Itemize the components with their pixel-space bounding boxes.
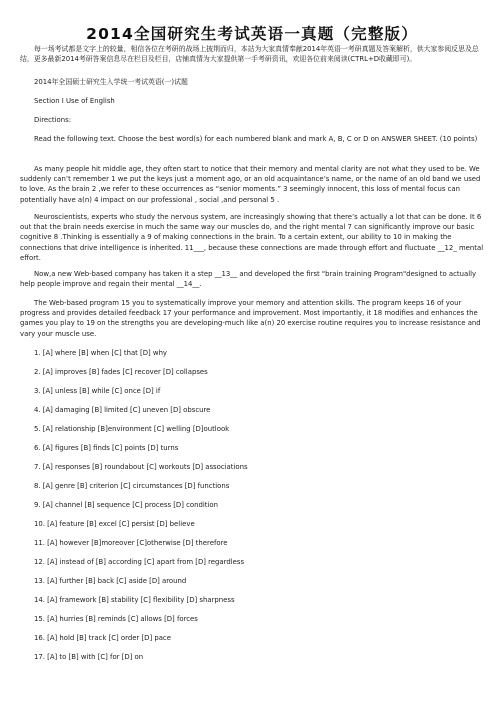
directions-paragraph xyxy=(20,134,486,144)
passage-paragraph xyxy=(20,269,486,289)
option-line-14: 14. [A] framework [B] stability [C] flexibility [D] sharpness xyxy=(34,596,235,604)
passage-text: The Web-based program 15 you to systematically improve your memory and attention skills. The program keeps 16 of your progress and provides detailed feedback 17 your performance and improvement. Most importantly, it 18 modifies and enhances the games you play to 19 on the strengths you are developing-much like a(n) 20 exercise routine requires you to increase resistance and vary your muscle use. xyxy=(20,299,481,338)
passage-paragraph xyxy=(20,298,486,339)
option-line-16: 16. [A] hold [B] track [C] order [D] pace xyxy=(34,634,171,642)
option-line-3: 3. [A] unless [B] while [C] once [D] if xyxy=(34,387,161,395)
option-line-5: 5. [A] relationship [B]environment [C] welling [D]outlook xyxy=(34,425,230,433)
option-line-2: 2. [A] improves [B] fades [C] recover [D] collapses xyxy=(34,368,208,376)
option-line-15: 15. [A] hurries [B] reminds [C] allows [D] forces xyxy=(34,615,198,623)
page-title: 2014全国研究生考试英语一真题（完整版） xyxy=(86,25,418,43)
exam-title xyxy=(20,77,486,87)
passage-text: As many people hit middle age, they often start to notice that their memory and mental clarity are not what they used to be. We suddenly can’t remember 1 we put the keys just a moment ago, or an old acquaintance’s name, or the name of an old band we used to love. As the brain 2 ,we refer to these occurrences as “senior moments.” 3 seemingly innocent, this loss of mental focus can potentially have a(n) 4 impact on our professional , social ,and personal 5 . xyxy=(20,165,481,204)
option-line-13: 13. [A] further [B] back [C] aside [D] around xyxy=(34,577,187,585)
option-line-8: 8. [A] genre [B] criterion [C] circumstances [D] functions xyxy=(34,482,230,490)
passage-paragraph xyxy=(20,164,486,205)
passage-text: Now,a new Web-based company has taken it a step __13__ and developed the first "brain training Program"designed to actually help people improve and regain their mental __14__. xyxy=(20,270,477,289)
exam-title-text: 2014年全国硕士研究生入学统一考试英语(一)试题 xyxy=(34,78,188,86)
directions-label-text: Directions: xyxy=(34,116,72,124)
passage-text: Neuroscientists, experts who study the nervous system, are increasingly showing that there’s actually a lot that can be done. It 6 out that the brain needs exercise in much the same way our muscles do, and the right mental 7 can significantly improve our basic cognitive 8 .Thinking is essentially a 9 of making connections in the brain. To a certain extent, our ability to 10 in making the connections that drive intelligence is inherited. 11___, because these connections are made through effort and fluctuate __12_ mental effort. xyxy=(20,213,484,262)
section-heading xyxy=(20,96,486,106)
directions-text: Read the following text. Choose the best word(s) for each numbered blank and mark A, B, C or D on ANSWER SHEET. (10 points) xyxy=(34,135,478,143)
option-line-9: 9. [A] channel [B] sequence [C] process [D] condition xyxy=(34,501,218,509)
option-line-10: 10. [A] feature [B] excel [C] persist [D] believe xyxy=(34,520,195,528)
option-line-11: 11. [A] however [B]moreover [C]otherwise [D] therefore xyxy=(34,539,228,547)
option-line-17: 17. [A] to [B] with [C] for [D] on xyxy=(34,653,144,661)
option-line-7: 7. [A] responses [B] roundabout [C] workouts [D] associations xyxy=(34,463,248,471)
option-line-4: 4. [A] damaging [B] limited [C] uneven [D] obscure xyxy=(34,406,211,414)
passage-paragraph xyxy=(20,212,486,263)
option-line-6: 6. [A] figures [B] finds [C] points [D] turns xyxy=(34,444,179,452)
intro-paragraph xyxy=(20,44,486,64)
intro-text: 每一场考试都是文字上的较量，相信各位在考研的战场上披荆而归，本站为大家真情奉献2014年英语一考研真题及答案解析，供大家参阅反思及总结，更多最新2014考研答案信息尽在栏目及栏目，店铺真情为大家提供第一手考研资讯，欢迎各位前来阅读(CTRL+D收藏即可)。 xyxy=(20,45,479,64)
section-heading-text: Section I Use of English xyxy=(34,97,115,105)
option-line-1: 1. [A] where [B] when [C] that [D] why xyxy=(34,349,168,357)
option-line-12: 12. [A] instead of [B] according [C] apart from [D] regardless xyxy=(34,558,245,566)
directions-label xyxy=(20,115,486,125)
